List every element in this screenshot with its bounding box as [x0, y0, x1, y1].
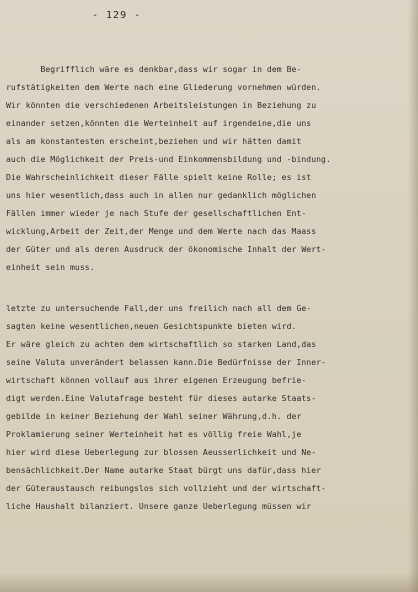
text-line: Er wäre gleich zu achten dem wirtschaftlich so starken Land,das	[6, 339, 317, 349]
document-body	[6, 60, 410, 515]
text-line: wicklung,Arbeit der Zeit,der Menge und dem Werte nach das Maass	[6, 226, 317, 236]
text-line: der Güteraustausch reibungslos sich vollzieht und der wirtschaft-	[6, 483, 326, 493]
page-number: - 129 -	[92, 10, 142, 21]
text-line: bensächlichkeit.Der Name autarke Staat bürgt uns dafür,dass hier	[6, 465, 322, 475]
text-line: Begrifflich wäre es denkbar,dass wir sogar in dem Be-	[6, 64, 302, 74]
text-line: Fällen immer wieder je nach Stufe der gesellschaftlichen Ent-	[6, 208, 307, 218]
text-line: als am konstantesten erscheint,beziehen und wir hätten damit	[6, 136, 302, 146]
paragraph-2	[6, 299, 410, 515]
text-line: Proklamierung seiner Werteinheit hat es völlig freie Wahl,je	[6, 429, 302, 439]
page-edge-shadow	[408, 0, 418, 592]
text-line: einheit sein muss.	[6, 262, 95, 272]
section-heading-line	[6, 281, 410, 299]
text-line: seine Valuta unverändert belassen kann.Die Bedürfnisse der Inner-	[6, 357, 326, 367]
text-line: uns hier wesentlich,dass auch in allen nur gedanklich möglichen	[6, 190, 317, 200]
text-line: gebilde in keiner Beziehung der Wahl seiner Währung,d.h. der	[6, 411, 302, 421]
text-line: wirtschaft können vollauf aus ihrer eigenen Erzeugung befrie-	[6, 375, 307, 385]
text-line: rufstätigkeiten dem Werte nach eine Gliederung vornehmen würden.	[6, 82, 322, 92]
text-line: hier wird diese Ueberlegung zur blossen Aeusserlichkeit und Ne-	[6, 447, 317, 457]
paragraph-1	[6, 60, 410, 276]
text-line: auch die Möglichkeit der Preis-und Einkommensbildung und -bindung.	[6, 154, 331, 164]
text-line: digt werden.Eine Valutafrage besteht für dieses autarke Staats-	[6, 393, 317, 403]
text-line: liche Haushalt bilanziert. Unsere ganze Ueberlegung müssen wir	[6, 501, 312, 511]
text-line: sagten keine wesentlichen,neuen Gesichtspunkte bieten wird.	[6, 321, 297, 331]
text-line: Wir könnten die verschiedenen Arbeitsleistungen in Beziehung zu	[6, 100, 317, 110]
text-line: letzte zu untersuchende Fall,der uns freilich nach all dem Ge-	[6, 303, 312, 313]
text-line: einander setzen,könnten die Werteinheit auf irgendeine,die uns	[6, 118, 312, 128]
text-line: der Güter und als deren Ausdruck der ökonomische Inhalt der Wert-	[6, 244, 326, 254]
text-line: Die Wahrscheinlichkeit dieser Fälle spielt keine Rolle; es ist	[6, 172, 312, 182]
page-bottom-shadow	[0, 572, 418, 592]
